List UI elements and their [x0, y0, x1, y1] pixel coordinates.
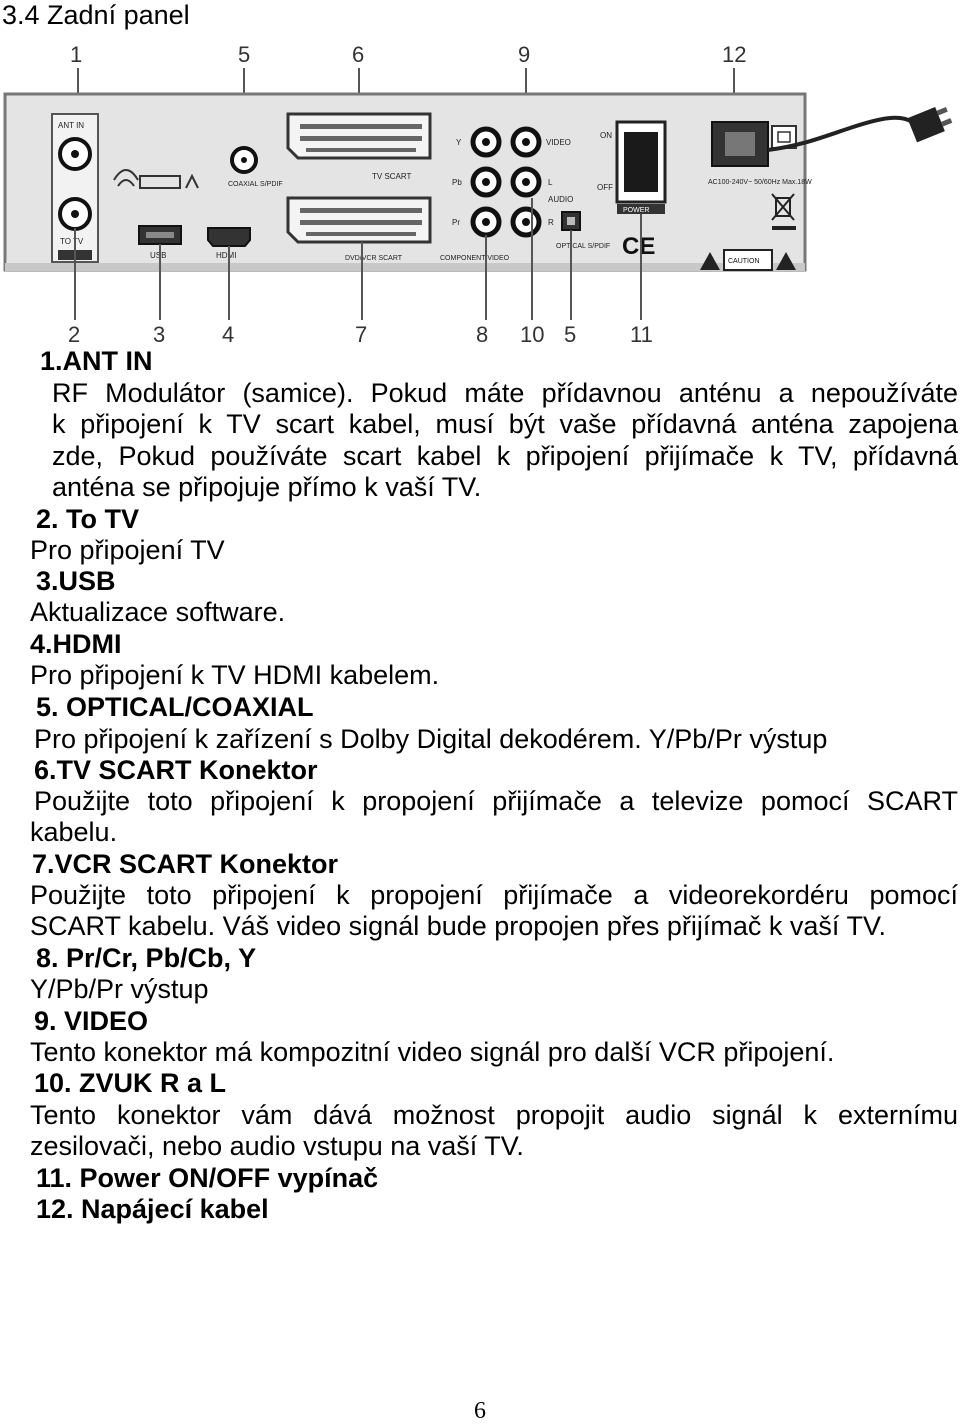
switch-off-label: OFF	[597, 183, 613, 192]
callout-top-12: 12	[722, 42, 747, 67]
item-10-title: 10. ZVUK R a L	[34, 1068, 227, 1098]
callout-top-9: 9	[518, 42, 531, 67]
item-6-text: kabelu.	[30, 817, 118, 847]
callout-bottom-5: 5	[564, 322, 577, 347]
video-label: VIDEO	[546, 138, 571, 147]
item-5-text: Pro připojení k zařízení s Dolby Digital dekodérem. Y/Pb/Pr výstup	[34, 724, 828, 754]
item-6-text: Použijte toto připojení k propojení přijímače a televize pomocí SCART	[34, 786, 958, 816]
item-2-title: 2. To TV	[36, 504, 140, 534]
callout-top-1: 1	[70, 42, 83, 67]
svg-text:CAUTION: CAUTION	[728, 258, 760, 265]
item-7-title: 7.VCR SCART Konektor	[32, 849, 339, 879]
item-8-text: Y/Pb/Pr výstup	[30, 974, 209, 1004]
item-8-title: 8. Pr/Cr, Pb/Cb, Y	[36, 943, 257, 973]
hdmi-label: HDMI	[216, 251, 237, 260]
optical-label: OPTICAL S/PDIF	[556, 243, 611, 250]
ant-in-label: ANT IN	[58, 121, 85, 130]
vcr-scart-label: DVD/VCR SCART	[345, 255, 403, 262]
item-11-title: 11. Power ON/OFF vypínač	[36, 1163, 379, 1193]
component-label: COMPONENT VIDEO	[440, 255, 510, 262]
callout-bottom-4: 4	[222, 322, 235, 347]
item-1-text: zde, Pokud používáte scart kabel k připojení přijímače k TV, přídavná	[52, 441, 958, 471]
weee-bin-icon	[772, 194, 794, 220]
item-3-title: 3.USB	[36, 566, 116, 596]
item-4-text: Pro připojení k TV HDMI kabelem.	[30, 660, 440, 690]
item-3-text: Aktualizace software.	[30, 597, 286, 627]
item-7-text: Použijte toto připojení k propojení přijímače a videorekordéru pomocí	[30, 880, 958, 910]
power-plug-icon	[907, 103, 954, 142]
ce-mark-icon: CE	[622, 233, 656, 260]
item-1-text: RF Modulátor (samice). Pokud máte přídavnou anténu a nepoužíváte	[52, 378, 958, 408]
callout-bottom-3: 3	[153, 322, 166, 347]
callout-bottom-11: 11	[630, 322, 653, 347]
power-label: POWER	[623, 207, 650, 214]
power-rating-label: AC100-240V~ 50/60Hz Max.18W	[708, 179, 812, 186]
audio-label: AUDIO	[548, 195, 574, 204]
item-9-text: Tento konektor má kompozitní video signál pro další VCR připojení.	[30, 1037, 835, 1067]
callout-bottom-10: 10	[520, 322, 545, 347]
hdmi-port	[208, 228, 250, 246]
callout-bottom-2: 2	[68, 322, 81, 347]
callout-bottom-8: 8	[476, 322, 489, 347]
item-9-title: 9. VIDEO	[34, 1006, 149, 1036]
coaxial-label: COAXIAL S/PDIF	[228, 181, 283, 188]
usb-label: USB	[150, 251, 167, 260]
audio-l-label: L	[548, 178, 553, 187]
to-tv-label: TO TV	[60, 237, 84, 246]
pb-label: Pb	[452, 178, 462, 187]
y-label: Y	[456, 138, 462, 147]
item-1-text: anténa se připojuje přímo k vaší TV.	[52, 472, 482, 502]
callout-top-6: 6	[352, 42, 365, 67]
item-10-text: Tento konektor vám dává možnost propojit audio signál k externímu	[30, 1100, 958, 1130]
section-title: 3.4 Zadní panel	[2, 0, 190, 30]
item-1-title: 1.ANT IN	[40, 346, 153, 376]
item-7-text: SCART kabelu. Váš video signál bude propojen přes přijímač k vaší TV.	[30, 911, 886, 941]
tv-scart-label: TV SCART	[372, 172, 412, 181]
item-4-title: 4.HDMI	[30, 629, 122, 659]
item-2-text: Pro připojení TV	[30, 535, 225, 565]
item-1-text: k připojení k TV scart kabel, musí být vaše přídavná anténa zapojena	[52, 409, 958, 439]
callout-top-5: 5	[238, 42, 251, 67]
item-5-title: 5. OPTICAL/COAXIAL	[36, 692, 314, 722]
item-6-title: 6.TV SCART Konektor	[34, 755, 318, 785]
item-10-text: zesilovači, nebo audio vstupu na vaší TV.	[30, 1131, 524, 1161]
audio-r-label: R	[548, 218, 554, 227]
switch-on-label: ON	[600, 131, 612, 140]
page-number: 6	[474, 1398, 486, 1424]
pr-label: Pr	[452, 218, 460, 227]
item-12-title: 12. Napájecí kabel	[36, 1194, 269, 1224]
rear-panel-diagram	[0, 38, 960, 348]
callout-bottom-7: 7	[355, 322, 368, 347]
